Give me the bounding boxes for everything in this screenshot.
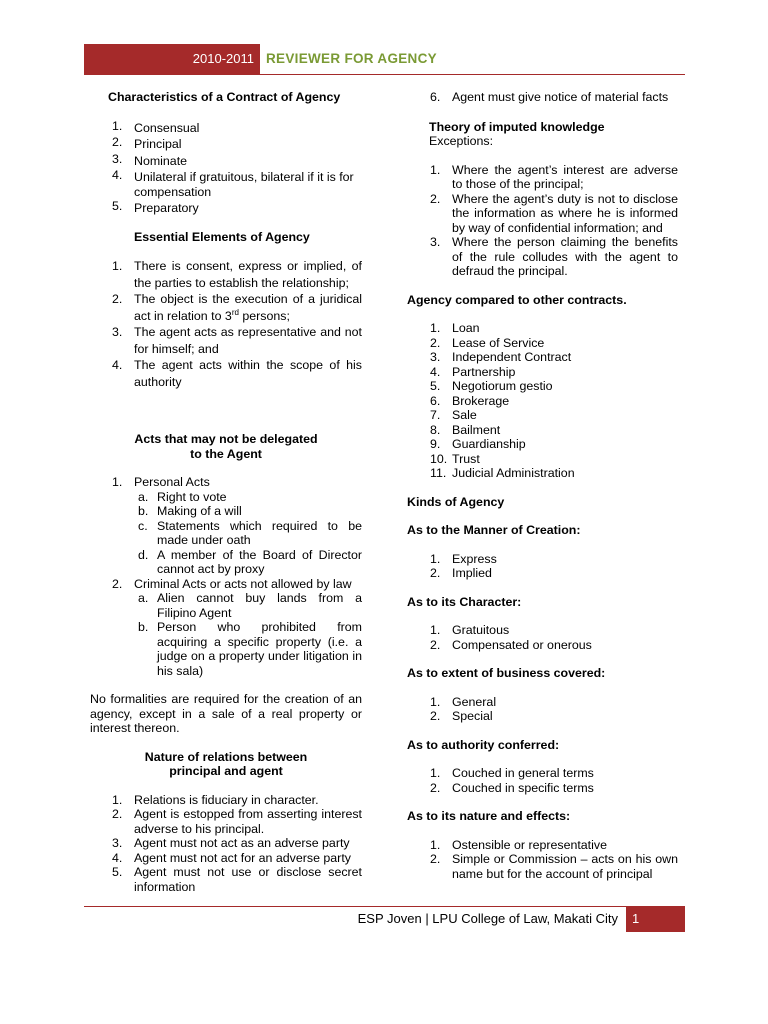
characteristics-title: Characteristics of a Contract of Agency bbox=[108, 90, 341, 104]
list-item: 1. Personal Acts a. Right to vote b. Making of a will c. Statements which required to be made under oath d. A member of the Board of Director cannot act by proxy bbox=[112, 475, 362, 576]
list-item: 2. Criminal Acts or acts not allowed by law a. Alien cannot buy lands from a Filipino Agent b. Person who prohibited from acquiring a specific property (i.e. a judge on a property under litigation in his sala) bbox=[112, 576, 362, 678]
creation-title: As to the Manner of Creation: bbox=[407, 523, 581, 537]
list-item: 9. Guardianship bbox=[430, 437, 526, 451]
authority-list bbox=[407, 766, 678, 795]
sub-item: b. Making of a will bbox=[138, 504, 242, 518]
imputed-subtitle: Exceptions: bbox=[429, 134, 494, 148]
relations-list-continued bbox=[407, 90, 678, 105]
left-column bbox=[90, 90, 362, 894]
sub-item: b. Person who prohibited from acquiring a specific property (i.e. a judge on a property under litigation in his sala) bbox=[138, 620, 362, 678]
elements-title: Essential Elements of Agency bbox=[134, 229, 310, 244]
list-item: 11. Judicial Administration bbox=[430, 466, 575, 480]
list-item: 3. Agent must not act as an adverse party bbox=[112, 836, 350, 850]
list-item: 5. Negotiorum gestio bbox=[430, 379, 553, 393]
list-item: 2. Special bbox=[430, 709, 493, 723]
list-item: 1. Loan bbox=[430, 321, 480, 335]
header-rule bbox=[84, 74, 685, 75]
footer-text: ESP Joven | LPU College of Law, Makati City bbox=[357, 911, 618, 926]
list-item: 1. Consensual bbox=[112, 118, 200, 135]
list-item: 2. Simple or Commission – acts on his own name but for the account of principal bbox=[430, 852, 678, 881]
nature-title: As to its nature and effects: bbox=[407, 809, 571, 823]
imputed-title: Theory of imputed knowledge bbox=[429, 119, 605, 134]
list-item: 1. Ostensible or representative bbox=[430, 837, 607, 852]
list-item: 2. Couched in specific terms bbox=[430, 780, 594, 795]
list-item: 1. Relations is fiduciary in character. bbox=[112, 792, 319, 807]
right-column bbox=[407, 90, 678, 881]
list-item: 5. Agent must not use or disclose secret information bbox=[112, 865, 362, 894]
list-item: 4. Partnership bbox=[430, 364, 516, 379]
sub-item: d. A member of the Board of Director cannot act by proxy bbox=[138, 547, 362, 576]
authority-title: As to authority conferred: bbox=[407, 737, 560, 752]
list-item: 3. The agent acts as representative and not for himself; and bbox=[112, 325, 362, 356]
list-item: 4. The agent acts within the scope of his authority bbox=[112, 358, 362, 389]
header-year: 2010-2011 bbox=[192, 51, 254, 66]
nature-list bbox=[407, 838, 678, 882]
relations-list bbox=[90, 793, 362, 895]
sub-item: c. Statements which required to be made under oath bbox=[138, 518, 362, 547]
list-item: 3. Nominate bbox=[112, 151, 188, 168]
list-item: 3. Independent Contract bbox=[430, 350, 572, 364]
delegation-title: Acts that may not be delegated to the Agent bbox=[134, 432, 318, 461]
list-item: 1. Gratuitous bbox=[430, 623, 510, 637]
compared-title: Agency compared to other contracts. bbox=[407, 292, 627, 307]
sub-item: a. Right to vote bbox=[138, 489, 227, 504]
extent-list bbox=[407, 695, 678, 724]
characteristics-list bbox=[90, 119, 362, 216]
list-item: 2. Where the agent’s duty is not to disclose the information as where he is informed by way of confidential information; and bbox=[430, 191, 678, 235]
elements-list bbox=[90, 258, 362, 390]
list-item: 1. General bbox=[430, 694, 497, 709]
page-number: 1 bbox=[632, 911, 640, 926]
character-list bbox=[407, 623, 678, 652]
list-item: 2. Agent is estopped from asserting interest adverse to his principal. bbox=[112, 807, 362, 836]
list-item: 2. Implied bbox=[430, 566, 492, 580]
list-item: 4. Agent must not act for an adverse party bbox=[112, 850, 351, 865]
list-item: 6. Agent must give notice of material facts bbox=[430, 90, 669, 104]
header-title: REVIEWER FOR AGENCY bbox=[266, 51, 437, 66]
delegation-list bbox=[90, 475, 362, 678]
list-item: 2. Lease of Service bbox=[430, 335, 545, 350]
sub-item: a. Alien cannot buy lands from a Filipino Agent bbox=[138, 591, 362, 620]
character-title: As to its Character: bbox=[407, 594, 522, 609]
list-item: 6. Brokerage bbox=[430, 393, 510, 408]
formalities-paragraph: No formalities are required for the creation of an agency, except in a sale of a real property or interest thereon. bbox=[90, 692, 362, 735]
kinds-title: Kinds of Agency bbox=[407, 494, 505, 509]
list-item: 1. Express bbox=[430, 551, 497, 566]
extent-title: As to extent of business covered: bbox=[407, 666, 606, 680]
creation-list bbox=[407, 552, 678, 581]
list-item: 2. Compensated or onerous bbox=[430, 637, 592, 652]
list-item: 4. Unilateral if gratuitous, bilateral if it is for compensation bbox=[112, 168, 354, 199]
list-item: 3. Where the person claiming the benefits of the rule colludes with the agent to defraud the principal. bbox=[430, 235, 678, 278]
list-item: 8. Bailment bbox=[430, 422, 501, 437]
compared-list bbox=[407, 321, 678, 481]
list-item: 2. The object is the execution of a juridical act in relation to 3rd persons; bbox=[112, 292, 362, 323]
list-item: 1. Where the agent’s interest are adverse to those of the principal; bbox=[430, 162, 678, 191]
relations-title: Nature of relations between principal and agent bbox=[144, 749, 308, 778]
list-item: 2. Principal bbox=[112, 135, 182, 151]
list-item: 7. Sale bbox=[430, 408, 477, 422]
list-item: 10. Trust bbox=[430, 451, 480, 466]
imputed-list bbox=[407, 163, 678, 279]
list-item: 1. Couched in general terms bbox=[430, 766, 594, 780]
list-item: 1. There is consent, express or implied, of the parties to establish the relationship; bbox=[112, 259, 362, 290]
list-item: 5. Preparatory bbox=[112, 199, 199, 215]
